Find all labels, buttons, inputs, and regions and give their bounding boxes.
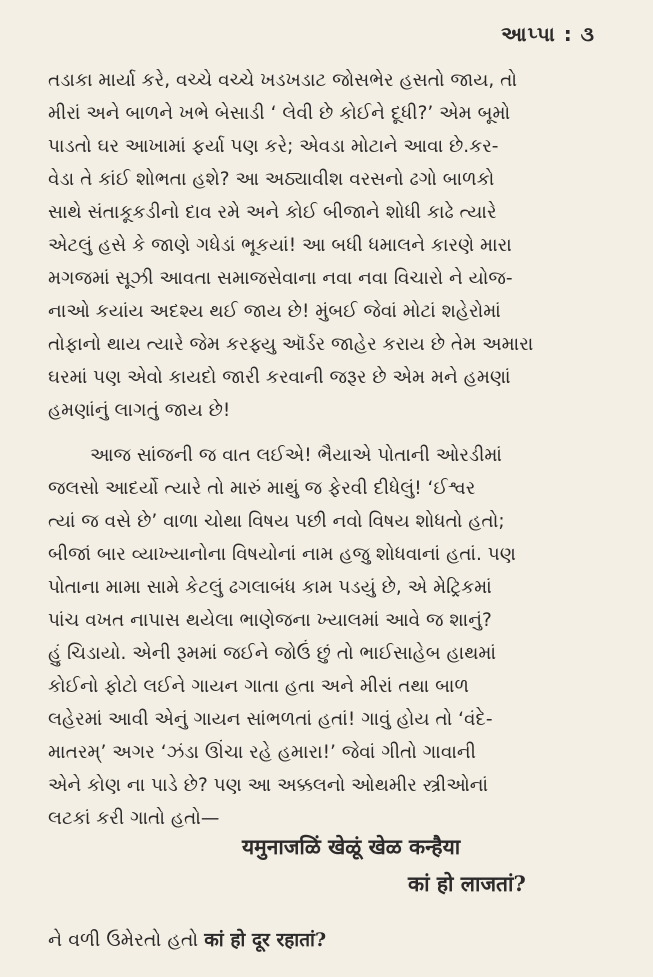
text-line: લટકાં કરી ગાતો હતો— (48, 808, 220, 829)
paragraph-spacer (48, 427, 608, 439)
text-line: પાંચ વખત નાપાસ થયેલા ભાણેજના ખ્યાલમાં આવે જ શાનું? (48, 610, 492, 631)
text-line: કોઈનો ફોટો લઈને ગાયન ગાતા હતા અને મીરાં તથા બાળ (48, 676, 469, 697)
body-text (48, 64, 608, 835)
text-line: તડાકા માર્યા કરે, વચ્ચે વચ્ચે ખડખડાટ જોસભેર હસતો જાય, તો (48, 70, 518, 91)
closing-quote: कां हो दूर रहातां? (204, 929, 327, 951)
paragraph-1 (48, 64, 608, 427)
text-line: ત્યાં જ વસે છે’ વાળા ચોથા વિષય પછી નવો વિષય શોધતો હતો; (48, 511, 505, 532)
text-line: એટલું હસે કે જાણે ગધેડાં ભૂકયાં! આ બધી ધમાલને કારણે મારા (48, 235, 512, 256)
paragraph-2 (48, 439, 608, 835)
verse-line-2: कां हो लाजतां? (408, 871, 526, 896)
text-line: માતરમ્’ અગર ‘ઝંડા ઊંચા રહે હમારા!’ જેવાં ગીતો ગાવાની (48, 742, 476, 763)
text-line: આજ સાંજની જ વાત લઈએ! ભૈયાએ પોતાની ઓરડીમાં (90, 445, 502, 466)
text-line: પોતાના મામા સામે કેટલું ઢગલાબંધ કામ પડયું છે, એ મેટ્રિકમાં (48, 577, 492, 598)
text-line: સાથે સંતાકૂકડીનો દાવ રમે અને કોઈ બીજાને શોધી કાઢે ત્યારે (48, 202, 497, 223)
closing-prefix: ને વળી ઉમેરતો હતો (48, 929, 205, 951)
text-line: લહેરમાં આવી એનું ગાયન સાંભળતાં હતાં! ગાવું હોય તો ‘વંદે- (48, 709, 493, 730)
text-line: હું ચિડાયો. એની રૂમમાં જઈને જોઉં છું તો ભાઈસાહેબ હાથમાં (48, 643, 496, 664)
text-line: ઘરમાં પણ એવો કાયદો જારી કરવાની જરૂર છે એમ મને હમણાં (48, 367, 511, 388)
closing-line (48, 926, 326, 952)
text-line: તોફાનો થાય ત્યારે જેમ કરફ્યુ ઑર્ડર જાહેર કરાય છે તેમ અમારા (48, 334, 534, 355)
text-line: જલસો આદર્યો ત્યારે તો મારું માથું જ ફેરવી દીધેલું! ‘ઈશ્વર (48, 478, 476, 499)
text-line: નાઓ કયાંય અદશ્ય થઈ જાય છે! મુંબઈ જેવાં મોટાં શહેરોમાં (48, 301, 501, 322)
text-line: મગજમાં સૂઝી આવતા સમાજસેવાના નવા નવા વિચારો ને યોજ- (48, 268, 513, 289)
verse-line-1: यमुनाजळिं खेळूं खेळ कन्हैया (242, 834, 461, 859)
text-line: મીરાં અને બાળને ખભે બેસાડી ‘ લેવી છે કોઈને દૂધી?’ એમ બૂમો (48, 103, 511, 124)
text-line: વેડા તે કાંઈ શોભતા હશે? આ અઠ્યાવીશ વરસનો ઢગો બાળકો (48, 169, 495, 190)
text-line: પાડતો ઘર આખામાં ફર્યા પણ કરે; એવડા મોટાને આવા છે.કર- (48, 136, 499, 157)
text-line: બીજાં બાર વ્યાખ્યાનોના વિષયોનાં નામ હજુ શોધવાનાં હતાં. પણ (48, 544, 516, 565)
running-header: આપ્પા : ૩ (501, 22, 595, 46)
text-line: એને કોણ ના પાડે છે? પણ આ અક્કલનો ઓથમીર સ્ત્રીઓનાં (48, 775, 489, 796)
text-line: હમણાંનું લાગતું જાય છે! (48, 400, 231, 421)
